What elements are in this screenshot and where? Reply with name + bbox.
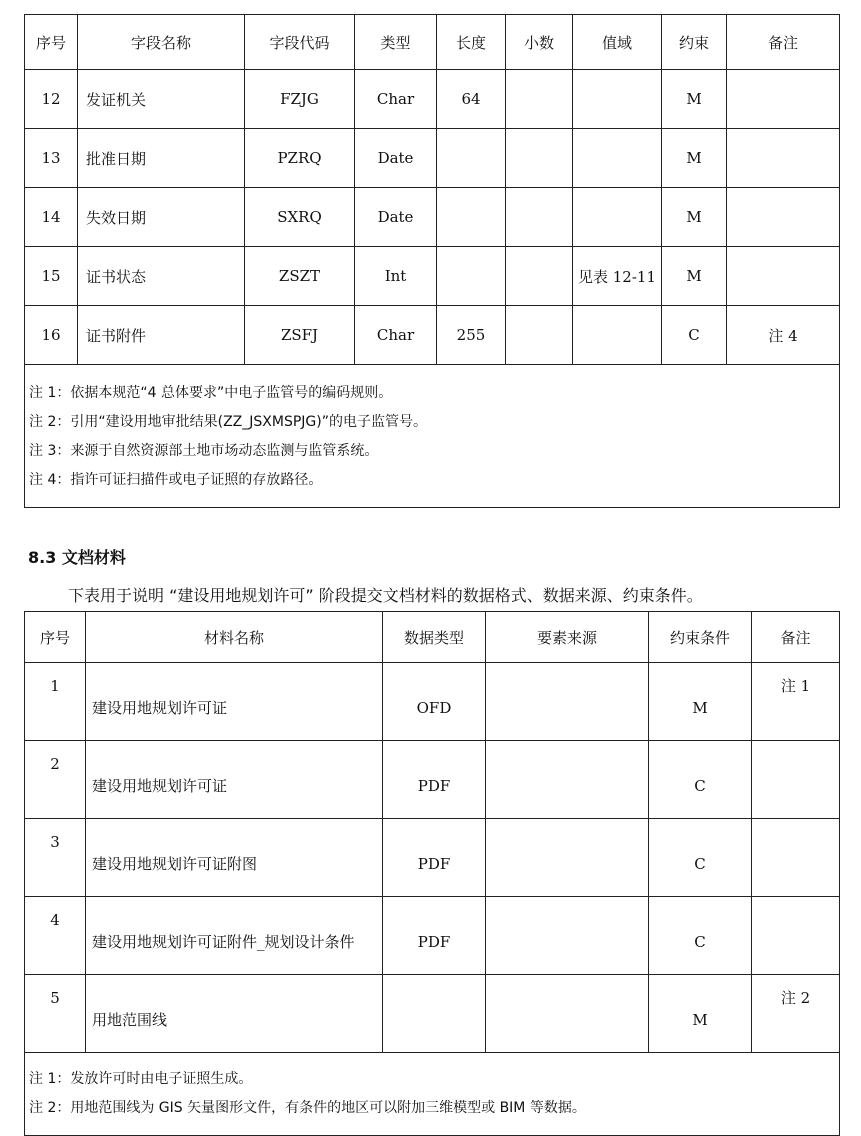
table-notes [25,365,840,508]
header-cell: 约束 [662,15,727,70]
cell-field-code: SXRQ [245,188,355,247]
cell-field-name: 证书状态 [78,247,245,306]
cell-length [437,188,506,247]
cell-constraint: M [662,70,727,129]
cell-decimal [506,247,573,306]
cell-length: 255 [437,306,506,365]
cell-index: 15 [25,247,78,306]
cell-index: 12 [25,70,78,129]
cell-remark: 注 2 [752,975,840,1053]
cell-index: 3 [25,819,86,897]
table-row [25,188,840,247]
cell-field-name: 证书附件 [78,306,245,365]
cell-decimal [506,70,573,129]
section-intro: 下表用于说明 “建设用地规划许可” 阶段提交文档材料的数据格式、数据来源、约束条件。 [68,586,703,605]
table-row [25,975,840,1053]
table-notes [25,1053,840,1136]
cell-field-code: ZSZT [245,247,355,306]
cell-data-type: PDF [383,897,486,975]
cell-material-name: 建设用地规划许可证 [86,741,383,819]
cell-index: 14 [25,188,78,247]
cell-remark [727,247,840,306]
table-row [25,129,840,188]
note-line: 注 1：发放许可时由电子证照生成。 [29,1071,253,1087]
cell-domain [573,70,662,129]
note-line: 注 3：来源于自然资源部土地市场动态监测与监管系统。 [29,443,379,459]
header-cell: 序号 [25,15,78,70]
header-cell: 值域 [573,15,662,70]
cell-remark [727,129,840,188]
cell-decimal [506,188,573,247]
cell-length [437,129,506,188]
notes-row [25,1053,840,1136]
cell-source [486,741,649,819]
note-line: 注 2：用地范围线为 GIS 矢量图形文件，有条件的地区可以附加三维模型或 BIM 等数据。 [29,1100,586,1116]
cell-field-code: FZJG [245,70,355,129]
cell-remark [752,741,840,819]
cell-material-name: 建设用地规划许可证 [86,663,383,741]
header-cell: 小数 [506,15,573,70]
cell-material-name: 建设用地规划许可证附图 [86,819,383,897]
cell-domain [573,188,662,247]
note-line: 注 2：引用“建设用地审批结果(ZZ_JSXMSPJG)”的电子监管号。 [29,414,427,430]
cell-source [486,663,649,741]
table-header-row [25,612,840,663]
cell-type: Int [355,247,437,306]
note-line: 注 4：指许可证扫描件或电子证照的存放路径。 [29,472,323,488]
note-line: 注 1：依据本规范“4 总体要求”中电子监管号的编码规则。 [29,385,393,401]
cell-constraint: C [649,741,752,819]
header-cell: 字段名称 [78,15,245,70]
section-title: 8.3 文档材料 [28,548,126,567]
cell-source [486,819,649,897]
header-cell: 序号 [25,612,86,663]
cell-field-name: 批准日期 [78,129,245,188]
header-cell: 类型 [355,15,437,70]
cell-index: 5 [25,975,86,1053]
table-row [25,741,840,819]
cell-material-name: 用地范围线 [86,975,383,1053]
cell-field-code: ZSFJ [245,306,355,365]
table-row [25,70,840,129]
cell-type: Date [355,129,437,188]
cell-length [437,247,506,306]
cell-field-code: PZRQ [245,129,355,188]
cell-decimal [506,306,573,365]
cell-remark [727,70,840,129]
cell-constraint: C [662,306,727,365]
table-row [25,819,840,897]
cell-constraint: M [649,663,752,741]
cell-remark [752,819,840,897]
cell-type: Char [355,70,437,129]
cell-length: 64 [437,70,506,129]
cell-index: 16 [25,306,78,365]
cell-constraint: M [662,129,727,188]
table-row [25,247,840,306]
table-header-row [25,15,840,70]
cell-index: 13 [25,129,78,188]
cell-field-name: 失效日期 [78,188,245,247]
cell-domain: 见表 12-11 [573,247,662,306]
cell-decimal [506,129,573,188]
header-cell: 要素来源 [486,612,649,663]
cell-data-type: PDF [383,741,486,819]
cell-data-type: OFD [383,663,486,741]
header-cell: 约束条件 [649,612,752,663]
table-row [25,897,840,975]
cell-constraint: M [662,247,727,306]
header-cell: 备注 [727,15,840,70]
cell-constraint: M [662,188,727,247]
notes-row [25,365,840,508]
cell-remark [752,897,840,975]
cell-index: 1 [25,663,86,741]
cell-index: 4 [25,897,86,975]
cell-domain [573,129,662,188]
cell-remark: 注 4 [727,306,840,365]
cell-data-type: PDF [383,819,486,897]
cell-index: 2 [25,741,86,819]
header-cell: 材料名称 [86,612,383,663]
cell-constraint: M [649,975,752,1053]
cell-remark [727,188,840,247]
header-cell: 长度 [437,15,506,70]
header-cell: 数据类型 [383,612,486,663]
cell-constraint: C [649,819,752,897]
cell-material-name: 建设用地规划许可证附件_规划设计条件 [86,897,383,975]
cell-field-name: 发证机关 [78,70,245,129]
table-row [25,663,840,741]
cell-data-type [383,975,486,1053]
header-cell: 备注 [752,612,840,663]
document-material-table [24,611,840,1136]
table-row [25,306,840,365]
field-definition-table [24,14,840,508]
cell-constraint: C [649,897,752,975]
cell-source [486,975,649,1053]
cell-remark: 注 1 [752,663,840,741]
header-cell: 字段代码 [245,15,355,70]
cell-type: Date [355,188,437,247]
cell-type: Char [355,306,437,365]
cell-domain [573,306,662,365]
cell-source [486,897,649,975]
